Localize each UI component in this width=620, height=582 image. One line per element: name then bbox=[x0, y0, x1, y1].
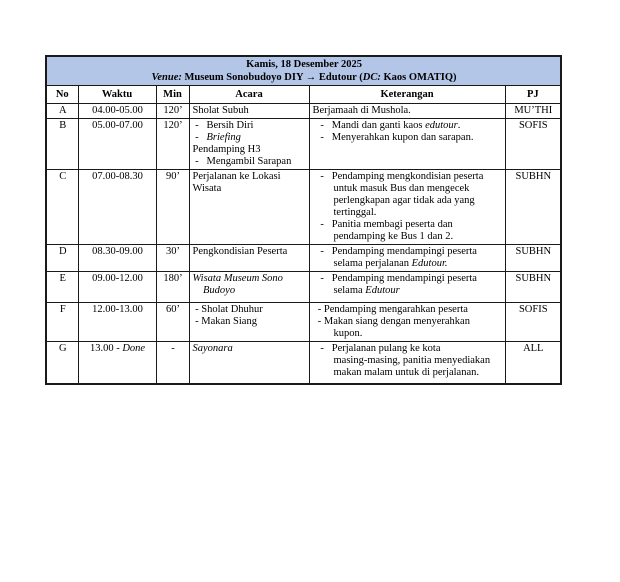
text-segment: - Pendamping mendampingi peserta bbox=[312, 246, 477, 257]
activity-cell bbox=[189, 170, 309, 245]
text-segment: perlengkapan agar tidak ada yang bbox=[312, 195, 475, 206]
time-cell bbox=[78, 272, 156, 303]
text-segment: selama bbox=[312, 285, 366, 296]
text-segment: - Pendamping mengkondisian peserta bbox=[312, 171, 484, 182]
text-segment: . bbox=[457, 120, 461, 131]
pic-cell: SUBHN bbox=[505, 170, 561, 245]
activity-line bbox=[193, 246, 307, 258]
text-segment: untuk masuk Bus dan mengecek bbox=[312, 183, 470, 194]
duration-cell: 120’ bbox=[156, 104, 189, 119]
pic-cell: SUBHN bbox=[505, 245, 561, 272]
activity-line bbox=[193, 144, 307, 156]
table-row bbox=[46, 119, 561, 170]
activity-line bbox=[193, 285, 307, 297]
text-segment: Wisata bbox=[192, 183, 222, 194]
note-line bbox=[313, 207, 503, 219]
time-cell bbox=[78, 119, 156, 170]
duration-cell: 120’ bbox=[156, 119, 189, 170]
pic-cell: SUBHN bbox=[505, 272, 561, 303]
duration-cell: - bbox=[156, 342, 189, 384]
text-segment: 12.00-13.00 bbox=[92, 304, 143, 315]
text-segment: - Mandi dan ganti kaos bbox=[312, 120, 426, 131]
table-row bbox=[46, 303, 561, 342]
activity-line bbox=[193, 171, 307, 183]
text-segment: Briefing bbox=[206, 132, 241, 143]
activity-cell bbox=[189, 342, 309, 384]
text-segment: selama perjalanan bbox=[312, 258, 412, 269]
note-line bbox=[313, 120, 503, 132]
activity-cell bbox=[189, 303, 309, 342]
notes-cell bbox=[309, 303, 505, 342]
text-segment: pendamping ke Bus 1 dan 2. bbox=[312, 231, 454, 242]
notes-cell bbox=[309, 104, 505, 119]
text-segment: - Pendamping mendampingi peserta bbox=[312, 273, 477, 284]
text-segment: edutour bbox=[425, 120, 458, 131]
note-line bbox=[313, 367, 503, 379]
activity-line bbox=[193, 273, 307, 285]
text-segment: Perjalanan ke Lokasi bbox=[192, 171, 281, 182]
note-line bbox=[313, 273, 503, 285]
text-segment: 04.00-05.00 bbox=[92, 105, 143, 116]
text-segment: Museum Sonobudoyo DIY → Edutour ( bbox=[181, 72, 363, 83]
note-line bbox=[313, 219, 503, 231]
column-header-min: Min bbox=[156, 86, 189, 104]
activity-line bbox=[193, 343, 307, 355]
text-segment: 08.30-09.00 bbox=[92, 246, 143, 257]
notes-cell bbox=[309, 272, 505, 303]
activity-line bbox=[193, 316, 307, 328]
text-segment: - Makan siang dengan menyerahkan bbox=[312, 316, 470, 327]
activity-line bbox=[193, 120, 307, 132]
note-line bbox=[313, 183, 503, 195]
text-segment: - bbox=[192, 132, 207, 143]
table-row bbox=[46, 104, 561, 119]
time-cell bbox=[78, 303, 156, 342]
note-line bbox=[313, 285, 503, 297]
note-line bbox=[313, 231, 503, 243]
pic-cell: SOFIS bbox=[505, 303, 561, 342]
text-segment: makan malam untuk di perjalanan. bbox=[312, 367, 479, 378]
text-segment: tertinggal. bbox=[312, 207, 377, 218]
text-segment: Kamis, 18 Desember 2025 bbox=[246, 59, 362, 70]
table-row bbox=[46, 272, 561, 303]
time-cell bbox=[78, 170, 156, 245]
time-cell bbox=[78, 342, 156, 384]
table-row bbox=[46, 170, 561, 245]
time-cell bbox=[78, 104, 156, 119]
notes-cell bbox=[309, 170, 505, 245]
note-line bbox=[313, 171, 503, 183]
text-segment: - Menyerahkan kupon dan sarapan. bbox=[312, 132, 474, 143]
activity-line bbox=[193, 156, 307, 168]
text-segment: 13.00 - bbox=[89, 343, 123, 354]
note-line bbox=[313, 343, 503, 355]
text-segment: kupon. bbox=[312, 328, 363, 339]
text-segment: Budoyo bbox=[192, 285, 236, 296]
note-line bbox=[313, 304, 503, 316]
table-row bbox=[46, 342, 561, 384]
activity-line bbox=[193, 183, 307, 195]
row-letter-cell: C bbox=[46, 170, 78, 245]
text-segment: Done bbox=[122, 343, 146, 354]
row-letter-cell: A bbox=[46, 104, 78, 119]
row-letter-cell: E bbox=[46, 272, 78, 303]
notes-cell bbox=[309, 245, 505, 272]
table-title-line1 bbox=[50, 58, 558, 71]
note-line bbox=[313, 195, 503, 207]
activity-line bbox=[193, 105, 307, 117]
column-header-keterangan: Keterangan bbox=[309, 86, 505, 104]
text-segment: 09.00-12.00 bbox=[92, 273, 143, 284]
activity-cell bbox=[189, 104, 309, 119]
note-line bbox=[313, 328, 503, 340]
note-line bbox=[313, 246, 503, 258]
activity-cell bbox=[189, 245, 309, 272]
text-segment: - Perjalanan pulang ke kota bbox=[312, 343, 441, 354]
text-segment: Sayonara bbox=[192, 343, 233, 354]
text-segment: Edutour. bbox=[411, 258, 448, 269]
text-segment: DC: bbox=[362, 72, 381, 83]
activity-line bbox=[193, 132, 307, 144]
text-segment: Wisata Museum Sono bbox=[192, 273, 283, 284]
column-header-acara: Acara bbox=[189, 86, 309, 104]
text-segment: Pengkondisian Peserta bbox=[192, 246, 288, 257]
pic-cell: ALL bbox=[505, 342, 561, 384]
text-segment: Pendamping H3 bbox=[192, 144, 261, 155]
row-letter-cell: B bbox=[46, 119, 78, 170]
table-title-cell bbox=[46, 56, 561, 86]
text-segment: Berjamaah di Mushola. bbox=[312, 105, 411, 116]
table-title-row bbox=[46, 56, 561, 86]
table-title-line2 bbox=[50, 71, 558, 84]
text-segment: - Sholat Dhuhur bbox=[192, 304, 263, 315]
note-line bbox=[313, 355, 503, 367]
activity-cell bbox=[189, 119, 309, 170]
note-line bbox=[313, 132, 503, 144]
pic-cell: MU’THI bbox=[505, 104, 561, 119]
notes-cell bbox=[309, 342, 505, 384]
duration-cell: 180’ bbox=[156, 272, 189, 303]
text-segment: - Mengambil Sarapan bbox=[192, 156, 292, 167]
text-segment: - Pendamping mengarahkan peserta bbox=[312, 304, 468, 315]
activity-line bbox=[193, 304, 307, 316]
text-segment: - Bersih Diri bbox=[192, 120, 254, 131]
column-header-pj: PJ bbox=[505, 86, 561, 104]
text-segment: 07.00-08.30 bbox=[92, 171, 143, 182]
row-letter-cell: F bbox=[46, 303, 78, 342]
duration-cell: 90’ bbox=[156, 170, 189, 245]
activity-cell bbox=[189, 272, 309, 303]
table-row bbox=[46, 245, 561, 272]
text-segment: Edutour bbox=[365, 285, 400, 296]
row-letter-cell: D bbox=[46, 245, 78, 272]
text-segment: Venue: bbox=[151, 72, 182, 83]
text-segment: Kaos OMATIQ) bbox=[380, 72, 457, 83]
note-line bbox=[313, 316, 503, 328]
duration-cell: 30’ bbox=[156, 245, 189, 272]
column-header-no: No bbox=[46, 86, 78, 104]
notes-cell bbox=[309, 119, 505, 170]
duration-cell: 60’ bbox=[156, 303, 189, 342]
text-segment: - Makan Siang bbox=[192, 316, 257, 327]
text-segment: 05.00-07.00 bbox=[92, 120, 143, 131]
text-segment: - Panitia membagi peserta dan bbox=[312, 219, 453, 230]
column-header-waktu: Waktu bbox=[78, 86, 156, 104]
column-header-row bbox=[46, 86, 561, 104]
text-segment: Sholat Subuh bbox=[192, 105, 249, 116]
pic-cell: SOFIS bbox=[505, 119, 561, 170]
time-cell bbox=[78, 245, 156, 272]
text-segment: masing-masing, panitia menyediakan bbox=[312, 355, 491, 366]
note-line bbox=[313, 105, 503, 117]
note-line bbox=[313, 258, 503, 270]
row-letter-cell: G bbox=[46, 342, 78, 384]
schedule-table bbox=[45, 55, 562, 385]
